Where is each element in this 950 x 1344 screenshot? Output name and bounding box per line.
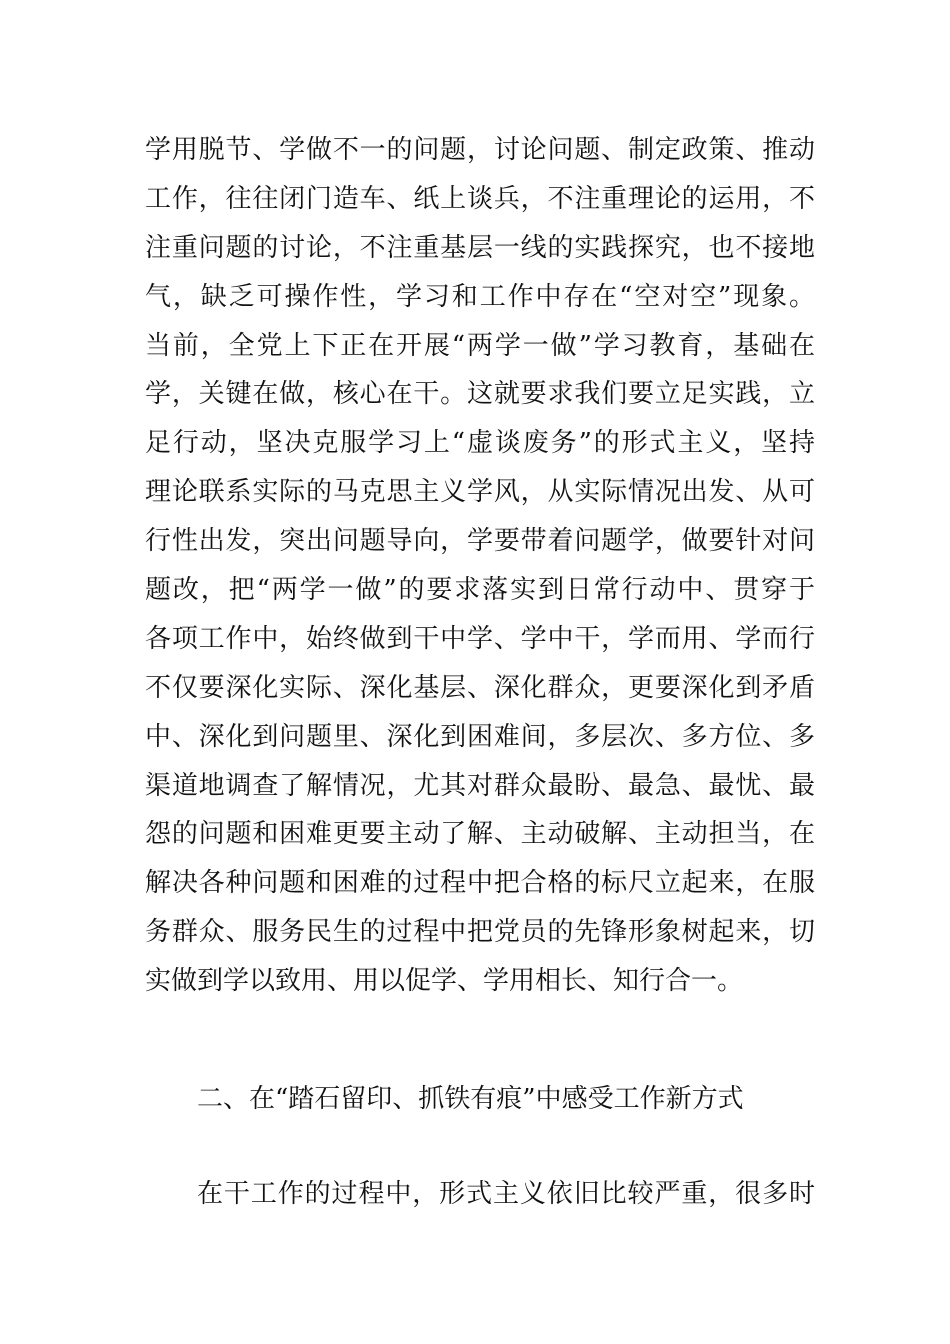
paragraph-line: 足行动，坚决克服学习上“虚谈废务”的形式主义，坚持 [145, 428, 815, 459]
paragraph-line: 学用脱节、学做不一的问题，讨论问题、制定政策、推动 [145, 135, 815, 165]
paragraph-line: 理论联系实际的马克思主义学风，从实际情况出发、从可 [145, 477, 815, 508]
paragraph-line: 气，缺乏可操作性，学习和工作中存在“空对空”现象。 [145, 281, 815, 312]
section-heading: 二、在“踏石留印、抓铁有痕”中感受工作新方式 [197, 1084, 744, 1114]
paragraph-line: 学，关键在做，核心在干。这就要求我们要立足实践，立 [145, 379, 815, 410]
paragraph-line: 中、深化到问题里、深化到困难间，多层次、多方位、多 [145, 721, 815, 752]
paragraph-line: 各项工作中，始终做到干中学、学中干，学而用、学而行 [145, 623, 815, 654]
body-paragraph [145, 126, 815, 1006]
paragraph-line: 当前，全党上下正在开展“两学一做”学习教育，基础在 [145, 330, 815, 361]
paragraph-line: 渠道地调查了解情况，尤其对群众最盼、最急、最忧、最 [145, 770, 815, 801]
paragraph-line: 不仅要深化实际、深化基层、深化群众，更要深化到矛盾 [145, 672, 815, 703]
paragraph-line: 务群众、服务民生的过程中把党员的先锋形象树起来，切 [145, 917, 815, 948]
paragraph-line: 行性出发，突出问题导向，学要带着问题学，做要针对问 [145, 526, 815, 557]
paragraph-line: 工作，往往闭门造车、纸上谈兵，不注重理论的运用，不 [145, 183, 815, 214]
paragraph-line: 题改，把“两学一做”的要求落实到日常行动中、贯穿于 [145, 575, 815, 606]
paragraph-line: 怨的问题和困难更要主动了解、主动破解、主动担当，在 [145, 819, 815, 850]
paragraph-first-line: 在干工作的过程中，形式主义依旧比较严重，很多时 [197, 1179, 815, 1209]
paragraph-line: 注重问题的讨论，不注重基层一线的实践探究，也不接地 [145, 232, 815, 263]
paragraph-line: 解决各种问题和困难的过程中把合格的标尺立起来，在服 [145, 868, 815, 899]
paragraph-line: 实做到学以致用、用以促学、学用相长、知行合一。 [145, 966, 744, 997]
